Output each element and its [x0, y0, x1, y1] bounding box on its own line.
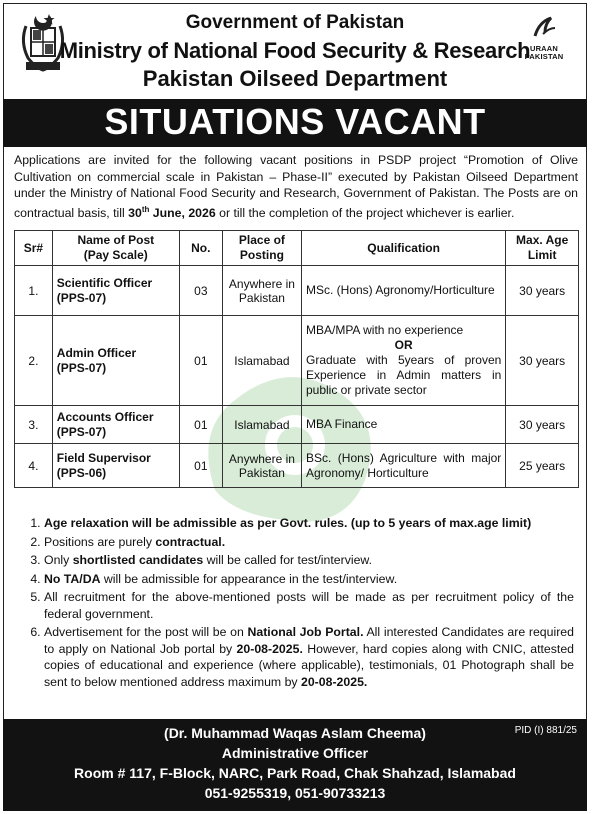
pid-number: PID (I) 881/25	[514, 725, 577, 736]
col-sr: Sr#	[15, 231, 53, 266]
row-place: Islamabad	[222, 406, 301, 444]
post-name: Scientific Officer	[56, 275, 153, 290]
situations-vacant-banner	[3, 99, 587, 147]
note-item	[44, 624, 574, 690]
pay-scale: (PPS-07)	[56, 360, 107, 375]
note-bold: contractual.	[155, 534, 226, 549]
row-place: Islamabad	[222, 316, 301, 406]
row-place: Anywhere in Pakistan	[222, 444, 301, 488]
officer-name: (Dr. Muhammad Waqas Aslam Cheema)	[164, 725, 426, 741]
note-text: Positions are purely	[44, 534, 156, 549]
post-name: Accounts Officer	[56, 409, 154, 424]
note-bold: shortlisted candidates	[72, 553, 204, 567]
note-item	[44, 552, 574, 569]
note-text-rest: will be called for test/interview.	[203, 553, 373, 567]
col-name-l1: Name of Post	[77, 233, 155, 247]
qual-or: OR	[394, 338, 413, 352]
row-no: 01	[179, 406, 222, 444]
col-name	[52, 231, 179, 266]
note-bold: No TA/DA	[44, 571, 101, 586]
col-qual: Qualification	[301, 231, 505, 266]
header	[4, 4, 586, 100]
pay-scale: (PPS-07)	[56, 290, 107, 305]
note-item	[44, 571, 574, 588]
department-title: Pakistan Oilseed Department	[142, 66, 448, 91]
note-item	[44, 589, 574, 622]
col-age	[506, 231, 579, 266]
table-row	[15, 266, 579, 316]
qual-b: Horticulture	[433, 283, 495, 297]
row-qual: BSc. (Hons) Agriculture with major Agronomy/ Horticulture	[301, 444, 505, 488]
row-no: 01	[179, 444, 222, 488]
deadline-date: June, 2026	[149, 205, 216, 220]
col-place	[222, 231, 301, 266]
note-item	[44, 515, 574, 532]
deadline-day: 30	[128, 205, 142, 220]
intro-text-2: or till the completion of the project whichever is earlier.	[215, 205, 515, 220]
banner-title: SITUATIONS VACANT	[104, 101, 486, 142]
table-row	[15, 406, 579, 444]
col-name-l2: (Pay Scale)	[83, 248, 148, 262]
officer-title: Administrative Officer	[221, 745, 369, 761]
row-post-name	[52, 406, 179, 444]
officer-address: Room # 117, F-Block, NARC, Park Road, Chak Shahzad, Islamabad	[74, 765, 516, 781]
row-sr: 1.	[15, 266, 53, 316]
notes-list	[14, 515, 574, 692]
note-item	[44, 534, 574, 551]
row-age: 30 years	[506, 266, 579, 316]
note-text-rest-2: However, hard copies along with CNIC, attested copies of educational and experience (where applicable), testimonials, 01 Photograph shall be sent to below mentioned address maximum by	[44, 641, 574, 689]
row-age: 30 years	[506, 406, 579, 444]
col-place-l2: Posting	[239, 248, 284, 262]
pay-scale: (PPS-06)	[56, 465, 107, 480]
note-text: Only	[44, 553, 73, 567]
row-age: 25 years	[506, 444, 579, 488]
note-bold-2: 20-08-2025.	[236, 641, 303, 656]
ministry-title: Ministry of National Food Security & Research	[59, 38, 531, 63]
officer-phones: 051-9255319, 051-90733213	[204, 785, 386, 801]
row-sr: 4.	[15, 444, 53, 488]
deadline-sup: th	[141, 204, 150, 214]
row-qual	[301, 266, 505, 316]
pay-scale: (PPS-07)	[56, 424, 107, 439]
note-text: Advertisement for the post will be on	[44, 625, 248, 639]
row-post-name	[52, 266, 179, 316]
col-no: No.	[179, 231, 222, 266]
table-header-row	[15, 231, 579, 266]
row-age: 30 years	[506, 316, 579, 406]
col-age-l1: Max. Age	[516, 233, 569, 247]
footer-contact-block	[3, 719, 587, 811]
table-row	[15, 316, 579, 406]
note-text: All recruitment for the above-mentioned posts will be made as per recruitment policy of the federal government.	[44, 590, 574, 621]
logo-text: URAAN PAKISTAN	[524, 44, 564, 61]
table-row	[15, 444, 579, 488]
row-qual: MBA Finance	[301, 406, 505, 444]
note-text-rest: will be admissible for appearance in the test/interview.	[100, 571, 398, 586]
qual-option-1: MBA/MPA with no experience	[305, 323, 464, 337]
row-no: 01	[179, 316, 222, 406]
positions-table	[14, 230, 579, 488]
row-place: Anywhere in Pakistan	[222, 266, 301, 316]
row-sr: 2.	[15, 316, 53, 406]
qual-option-2: Graduate with 5years of proven Experience in Admin matters in public or private sector	[305, 353, 502, 397]
row-qual	[301, 316, 505, 406]
row-post-name	[52, 444, 179, 488]
note-bold: Age relaxation will be admissible as per Govt. rules. (up to 5 years of max.age limit)	[44, 516, 532, 530]
uraan-pakistan-logo-icon	[516, 14, 572, 76]
note-text-rest: All interested Candidates are required to apply on National Job portal by	[44, 625, 574, 656]
post-name: Admin Officer	[56, 345, 137, 360]
row-no: 03	[179, 266, 222, 316]
intro-paragraph	[14, 152, 578, 221]
row-sr: 3.	[15, 406, 53, 444]
note-bold: National Job Portal.	[247, 625, 364, 639]
note-bold-3: 20-08-2025.	[301, 674, 368, 689]
col-age-l2: Limit	[527, 248, 557, 262]
qual-a: MSc. (Hons) Agronomy/	[305, 283, 434, 297]
post-name: Field Supervisor	[56, 450, 151, 465]
intro-text: Applications are invited for the following vacant positions in PSDP project “Promotion of Olive Cultivation on commercial scale in Pakistan – Phase-II” executed by Pakistan Oilseed Department under the Ministry of National Food Security and Research, Government of Pakistan. The Posts are on contractual basis, till	[14, 153, 578, 220]
row-post-name	[52, 316, 179, 406]
col-place-l1: Place of	[238, 233, 285, 247]
govt-title: Government of Pakistan	[185, 12, 405, 33]
